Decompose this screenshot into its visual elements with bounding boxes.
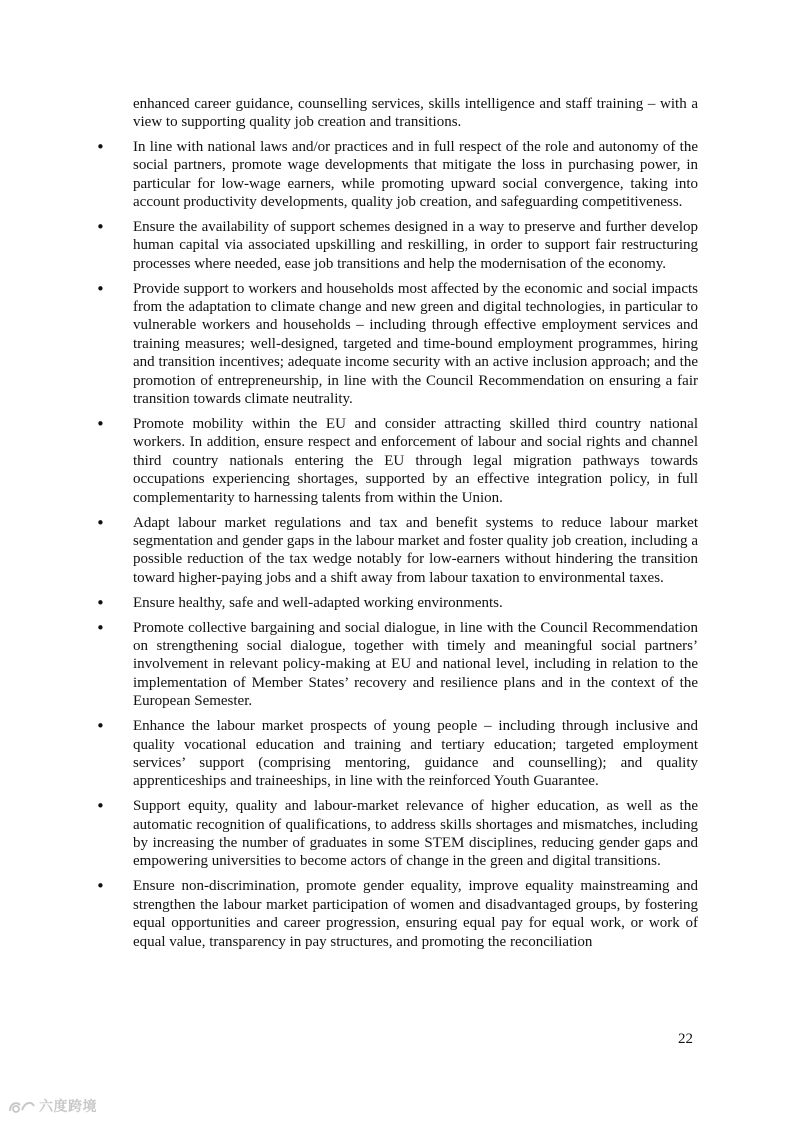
- bullet-text: Ensure healthy, safe and well-adapted working environments.: [133, 594, 503, 611]
- bullet-item: [96, 513, 698, 588]
- bullet-marker: •: [96, 797, 105, 816]
- bullet-marker: •: [96, 415, 105, 433]
- watermark-logo-icon: [8, 1098, 36, 1114]
- bullet-text: Promote mobility within the EU and consider attracting skilled third country national workers. In addition, ensure respect and enforcement of labour and social rights and channel third country nationals entering the EU through legal migration pathways towards occupations experiencing shortages, supported by an effective integration policy, in full complementarity to harnessing talents from within the Union.: [133, 416, 698, 506]
- watermark-text: 六度跨境: [39, 1099, 97, 1115]
- bullet-item: [96, 593, 698, 612]
- bullet-list: [96, 137, 698, 951]
- bullet-text: Ensure the availability of support schemes designed in a way to preserve and further develop human capital via associated upskilling and reskilling, in order to support fair restructuring processes where needed, ease job transitions and help the modernisation of the economy.: [133, 218, 698, 272]
- bullet-text: Enhance the labour market prospects of young people – including through inclusive and quality vocational education and training and tertiary education; targeted employment services’ support (comprising mentoring, guidance and counselling); and quality apprenticeships and traineeships, in line with the reinforced Youth Guarantee.: [133, 718, 698, 790]
- bullet-text: Ensure non-discrimination, promote gender equality, improve equality mainstreaming and strengthen the labour market participation of women and disadvantaged groups, by fostering equal opportunities and career progression, ensuring equal pay for equal work, or work of equal value, transparency in pay structures, and promoting the reconciliation: [133, 878, 698, 950]
- bullet-text: Provide support to workers and households most affected by the economic and social impacts from the adaptation to climate change and new green and digital technologies, in particular to vulnerable workers and households – including through effective employment services and training measures; well-designed, targeted and time-bound employment programmes, hiring and transition incentives; adequate income security with an active inclusion approach; and the promotion of entrepreneurship, in line with the Council Recommendation on ensuring a fair transition towards climate neutrality.: [133, 280, 698, 408]
- bullet-item: [96, 877, 698, 951]
- bullet-item: [96, 137, 698, 212]
- bullet-marker: •: [96, 877, 105, 896]
- bullet-item: [96, 717, 698, 791]
- bullet-marker: •: [96, 618, 105, 637]
- bullet-marker: •: [96, 137, 105, 156]
- bullet-item: [96, 279, 698, 409]
- bullet-marker: •: [96, 593, 105, 612]
- bullet-marker: •: [96, 217, 105, 236]
- bullet-item: [96, 797, 698, 871]
- watermark: [8, 1096, 97, 1116]
- page-number: 22: [678, 1031, 693, 1047]
- page-content: [96, 95, 698, 957]
- bullet-item: [96, 217, 698, 273]
- bullet-marker: •: [96, 279, 105, 298]
- bullet-item: [96, 415, 698, 507]
- bullet-marker: •: [96, 717, 105, 736]
- bullet-item: [96, 618, 698, 711]
- bullet-marker: •: [96, 513, 105, 532]
- bullet-text: Support equity, quality and labour-market relevance of higher education, as well as the automatic recognition of qualifications, to address skills shortages and mismatches, including by increasing the number of graduates in some STEM disciplines, reducing gender gaps and empowering universities to become actors of change in the green and digital transitions.: [133, 798, 698, 870]
- bullet-text: In line with national laws and/or practices and in full respect of the role and autonomy of the social partners, promote wage developments that mitigate the loss in purchasing power, in particular for low-wage earners, while promoting upward social convergence, taking into account productivity developments, quality job creation, and safeguarding competitiveness.: [133, 138, 698, 211]
- bullet-text: Promote collective bargaining and social dialogue, in line with the Council Recommendation on strengthening social dialogue, together with timely and meaningful social partners’ involvement in relevant policy-making at EU and national level, including in relation to the implementation of Member States’ recovery and resilience plans and in the context of the European Semester.: [133, 619, 698, 710]
- bullet-text: Adapt labour market regulations and tax and benefit systems to reduce labour market segmentation and gender gaps in the labour market and foster quality job creation, including a possible reduction of the tax wedge notably for low-earners without hindering the transition toward higher-paying jobs and a shift away from labour taxation to environmental taxes.: [133, 514, 698, 586]
- lead-paragraph: enhanced career guidance, counselling services, skills intelligence and staff training – with a view to supporting quality job creation and transitions.: [133, 96, 698, 131]
